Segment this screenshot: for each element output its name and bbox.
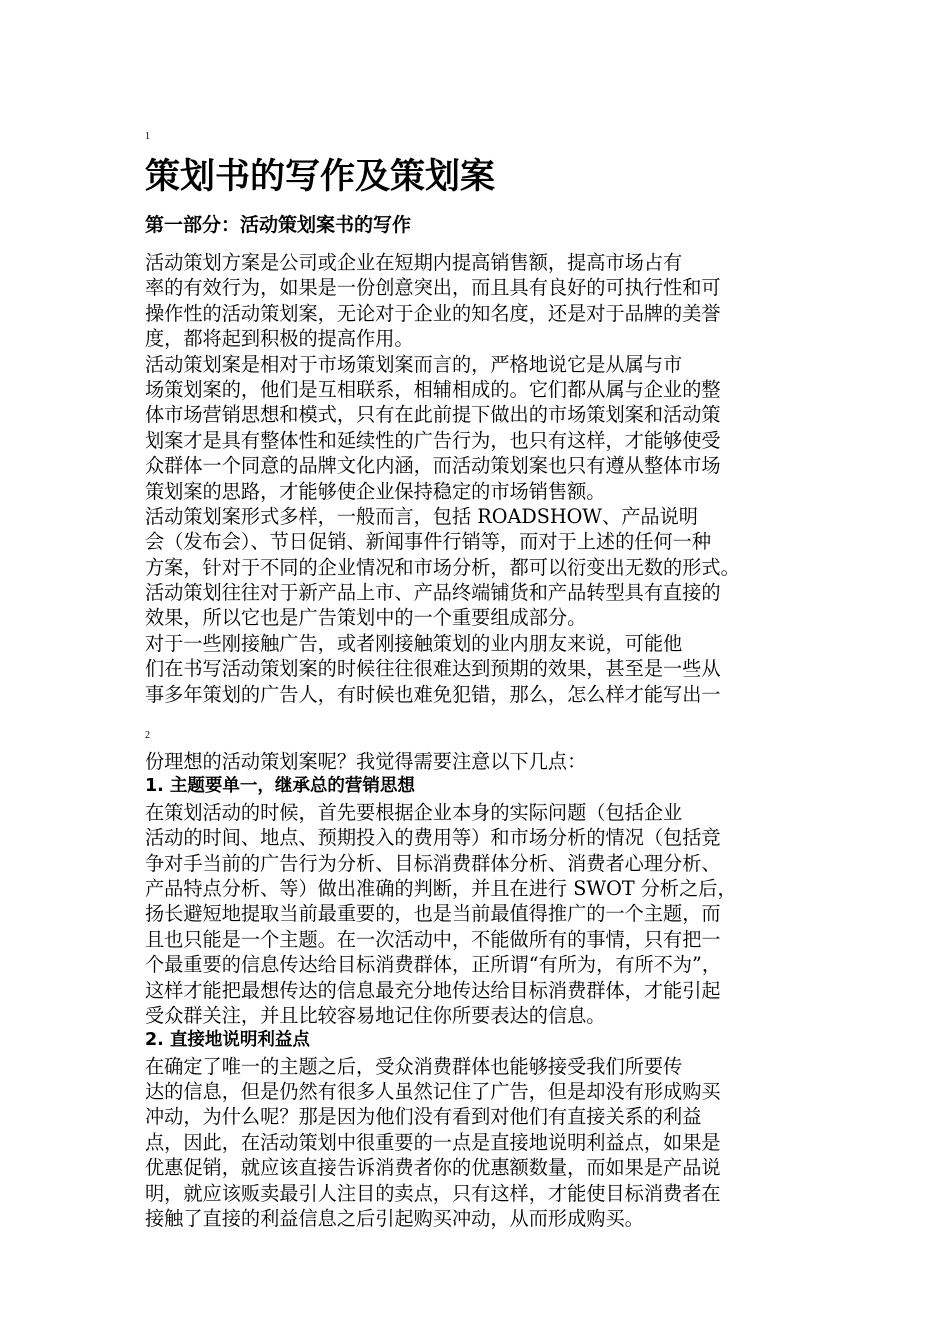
text-line: 率的有效行为，如果是一份创意突出，而且具有良好的可执行性和可 — [145, 276, 721, 300]
text-line: 效果，所以它也是广告策划中的一个重要组成部分。 — [145, 606, 587, 630]
text-line: 受众群关注，并且比较容易地记住你所要表达的信息。 — [145, 1003, 606, 1027]
text-line: 在策划活动的时候，首先要根据企业本身的实际问题（包括企业 — [145, 800, 683, 824]
text-line: 在确定了唯一的主题之后，受众消费群体也能够接受我们所要传 — [145, 1054, 683, 1078]
text-line: 活动策划方案是公司或企业在短期内提高销售额，提高市场占有 — [145, 251, 683, 274]
text-line: 份理想的活动策划案呢？我觉得需要注意以下几点： — [145, 750, 587, 773]
text-line: 冲动，为什么呢？那是因为他们没有看到对他们有直接关系的利益 — [145, 1105, 702, 1129]
text-line: 体市场营销思想和模式，只有在此前提下做出的市场策划案和活动策 — [145, 403, 721, 427]
text-line: 活动的时间、地点、预期投入的费用等）和市场分析的情况（包括竞 — [145, 826, 721, 850]
text-line: 活动策划案形式多样，一般而言，包括 ROADSHOW、产品说明 — [145, 504, 698, 528]
text-line: 对于一些刚接触广告，或者刚接触策划的业内朋友来说，可能他 — [145, 631, 683, 655]
text-line: 操作性的活动策划案，无论对于企业的知名度，还是对于品牌的美誉 — [145, 301, 721, 325]
text-line: 达的信息，但是仍然有很多人虽然记住了广告，但是却没有形成购买 — [145, 1080, 721, 1104]
text-line: 度，都将起到积极的提高作用。 — [145, 327, 414, 351]
page-number: 2 — [145, 730, 150, 741]
body-text-page-2 — [145, 749, 785, 1231]
text-line: 产品特点分析、等）做出准确的判断，并且在进行 SWOT 分析之后， — [145, 876, 737, 900]
text-line: 们在书写活动策划案的时候往往很难达到预期的效果，甚至是一些从 — [145, 657, 721, 681]
document-title: 策划书的写作及策划案 — [145, 157, 496, 197]
text-line: 活动策划案是相对于市场策划案而言的，严格地说它是从属与市 — [145, 352, 683, 376]
page-number: 1 — [145, 131, 150, 142]
text-line: 场策划案的，他们是互相联系，相辅相成的。它们都从属与企业的整 — [145, 377, 721, 401]
text-line: 个最重要的信息传达给目标消费群体，正所谓“有所为，有所不为”， — [145, 953, 722, 977]
text-line: 点，因此，在活动策划中很重要的一点是直接地说明利益点，如果是 — [145, 1130, 721, 1154]
text-line: 会（发布会）、节日促销、新闻事件行销等，而对于上述的任何一种 — [145, 530, 712, 554]
text-line: 策划案的思路，才能够使企业保持稳定的市场销售额。 — [145, 479, 606, 503]
text-line: 划案才是具有整体性和延续性的广告行为，也只有这样，才能够使受 — [145, 428, 721, 452]
text-line: 事多年策划的广告人，有时候也难免犯错，那么，怎么样才能写出一 — [145, 682, 721, 706]
text-line: 且也只能是一个主题。在一次活动中，不能做所有的事情，只有把一 — [145, 927, 721, 951]
text-line: 接触了直接的利益信息之后引起购买冲动，从而形成购买。 — [145, 1207, 644, 1231]
text-line: 争对手当前的广告行为分析、目标消费群体分析、消费者心理分析、 — [145, 851, 721, 875]
text-line: 这样才能把最想传达的信息最充分地传达给目标消费群体，才能引起 — [145, 978, 721, 1002]
section-heading: 第一部分：活动策划案书的写作 — [145, 214, 412, 236]
subheading: 1. 主题要单一，继承总的营销思想 — [145, 776, 415, 797]
text-line: 优惠促销，就应该直接告诉消费者你的优惠额数量，而如果是产品说 — [145, 1156, 721, 1180]
text-line: 方案，针对于不同的企业情况和市场分析，都可以衍变出无数的形式。 — [145, 555, 740, 579]
text-line: 活动策划往往对于新产品上市、产品终端铺货和产品转型具有直接的 — [145, 581, 721, 605]
subheading: 2. 直接地说明利益点 — [145, 1030, 310, 1051]
text-line: 扬长避短地提取当前最重要的，也是当前最值得推广的一个主题，而 — [145, 902, 721, 926]
text-line: 明，就应该贩卖最引人注目的卖点，只有这样，才能使目标消费者在 — [145, 1181, 721, 1205]
body-text-page-1 — [145, 250, 785, 707]
text-line: 众群体一个同意的品牌文化内涵，而活动策划案也只有遵从整体市场 — [145, 454, 721, 478]
